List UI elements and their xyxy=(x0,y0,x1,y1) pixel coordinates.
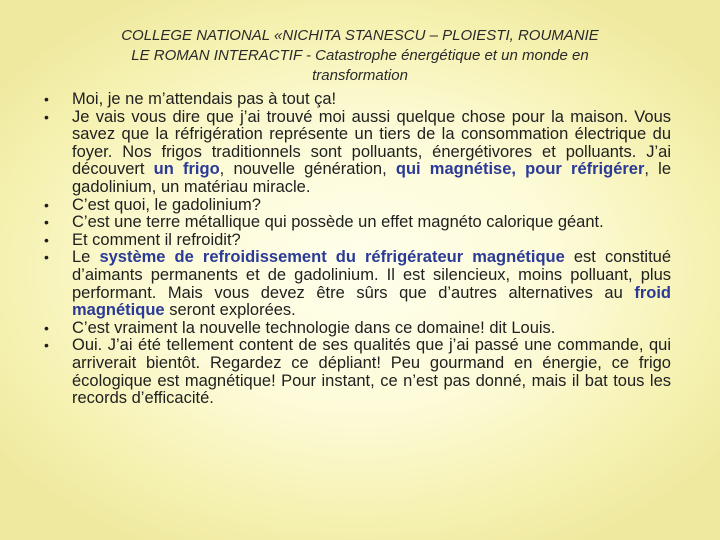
bullet-text: , le gadolinium, un matériau miracle. xyxy=(72,160,672,196)
bullet-dot-icon: • xyxy=(44,214,49,231)
highlighted-text: un frigo xyxy=(153,160,220,179)
highlighted-text: froid magnétique xyxy=(72,283,671,320)
header-line-3: transformation xyxy=(312,67,408,84)
bullet-text: C’est quoi, le gadolinium? xyxy=(72,195,261,214)
bullet-item xyxy=(40,214,671,232)
slide-header xyxy=(55,26,665,86)
bullet-dot-icon: • xyxy=(44,231,49,248)
highlighted-text: système de refroidissement du réfrigérateur magnétique xyxy=(99,248,565,267)
bullet-dot-icon: • xyxy=(44,337,49,354)
bullet-text: Le xyxy=(72,248,100,267)
bullet-text: Et comment il refroidit? xyxy=(72,230,241,249)
bullet-item xyxy=(40,320,671,338)
bullet-text: C’est une terre métallique qui possède un effet magnéto calorique géant. xyxy=(72,213,604,232)
bullet-item xyxy=(40,109,671,197)
bullet-item xyxy=(40,249,671,319)
bullet-text: seront explorées. xyxy=(164,301,296,320)
bullet-text: C’est vraiment la nouvelle technologie dans ce domaine! dit Louis. xyxy=(72,318,556,337)
header-line-2: LE ROMAN INTERACTIF - Catastrophe énergétique et un monde en xyxy=(131,47,589,64)
bullet-text: Moi, je ne m’attendais pas à tout ça! xyxy=(72,90,337,108)
bullet-text: est constitué d’aimants permanents et de gadolinium. Il est silencieux, moins polluant, plus performant. Mais vous devez être sûrs que d’autres alternatives au xyxy=(72,248,672,302)
bullet-dot-icon: • xyxy=(44,249,49,266)
bullet-item xyxy=(40,91,671,109)
bullet-text: Je vais vous dire que j’ai trouvé moi aussi quelque chose pour la maison. Vous savez que la réfrigération représente un tiers de la consommation électrique du foyer. Nos frigos traditionnels sont polluants, énergétivores et polluants. J’ai découvert xyxy=(72,107,671,179)
bullet-text: , nouvelle génération, xyxy=(219,160,396,179)
bullet-text: Oui. J’ai été tellement content de ses qualités que j’ai passé une commande, qui arriverait bientôt. Regardez ce dépliant! Peu gourmand en énergie, ce frigo écologique est magnétique! Pour instant, ce n’est pas donné, mais il bat tous les records d’efficacité. xyxy=(72,336,671,408)
bullet-list xyxy=(40,91,671,408)
highlighted-text: qui magnétise, pour réfrigérer xyxy=(395,160,645,179)
bullet-item xyxy=(40,337,671,407)
bullet-item xyxy=(40,232,671,250)
bullet-dot-icon: • xyxy=(44,108,49,125)
bullet-item xyxy=(40,197,671,215)
bullet-dot-icon: • xyxy=(44,196,49,213)
header-line-1: COLLEGE NATIONAL «NICHITA STANESCU – PLOIESTI, ROUMANIE xyxy=(121,27,599,44)
bullet-dot-icon: • xyxy=(44,319,49,336)
bullet-dot-icon: • xyxy=(44,91,49,107)
